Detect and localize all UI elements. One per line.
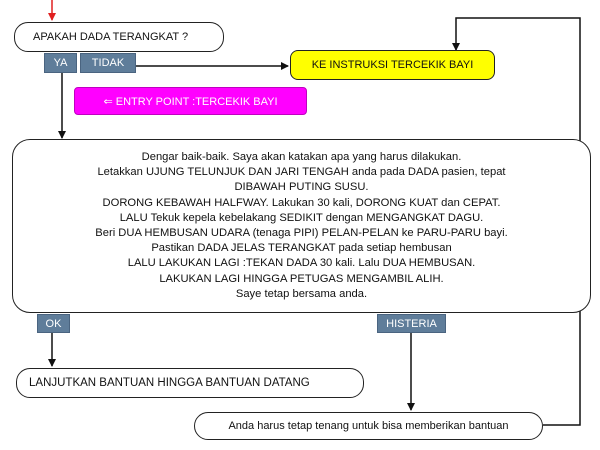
instruction-line-8: LAKUKAN LAGI HINGGA PETUGAS MENGAMBIL ALIH. <box>159 272 444 285</box>
instruction-line-9: Saye tetap bersama anda. <box>235 287 368 300</box>
instruction-line-4: LALU Tekuk kepela kebelakang SEDIKIT dengan MENGANGKAT DAGU. <box>119 211 484 224</box>
instruction-line-2: Letakkan UJUNG TELUNJUK DAN JARI TENGAH anda pada DADA pasien, tepat DIBAWAH PUTING SUSU. <box>97 166 506 194</box>
tag-no: TIDAK <box>80 53 136 73</box>
main-instruction-text <box>13 150 590 302</box>
main-instruction-box <box>12 139 591 313</box>
instruction-line-7: LALU LAKUKAN LAGI :TEKAN DADA 30 kali. Lalu DUA HEMBUSAN. <box>127 257 476 270</box>
instruction-line-5: Beri DUA HEMBUSAN UDARA (tenaga PIPI) PELAN-PELAN ke PARU-PARU bayi. <box>95 227 508 239</box>
tag-ok: OK <box>37 314 70 333</box>
question-box <box>14 22 224 52</box>
tag-yes: YA <box>44 53 77 73</box>
instruction-line-1: Dengar baik-baik. Saya akan katakan apa yang harus dilakukan. <box>141 150 462 163</box>
continue-help-box: LANJUTKAN BANTUAN HINGGA BANTUAN DATANG <box>16 368 364 398</box>
question-text: APAKAH DADA TERANGKAT ? <box>33 31 189 43</box>
choking-instruction-box: KE INSTRUKSI TERCEKIK BAYI <box>290 50 495 80</box>
stay-calm-box: Anda harus tetap tenang untuk bisa memberikan bantuan <box>194 412 543 440</box>
tag-hysteria: HISTERIA <box>377 314 446 333</box>
instruction-line-3: DORONG KEBAWAH HALFWAY. Lakukan 30 kali, DORONG KUAT dan CEPAT. <box>102 196 501 209</box>
instruction-line-6: Pastikan DADA JELAS TERANGKAT pada setiap hembusan <box>151 242 452 255</box>
entry-point-box: ⇐ ENTRY POINT :TERCEKIK BAYI <box>74 87 307 115</box>
